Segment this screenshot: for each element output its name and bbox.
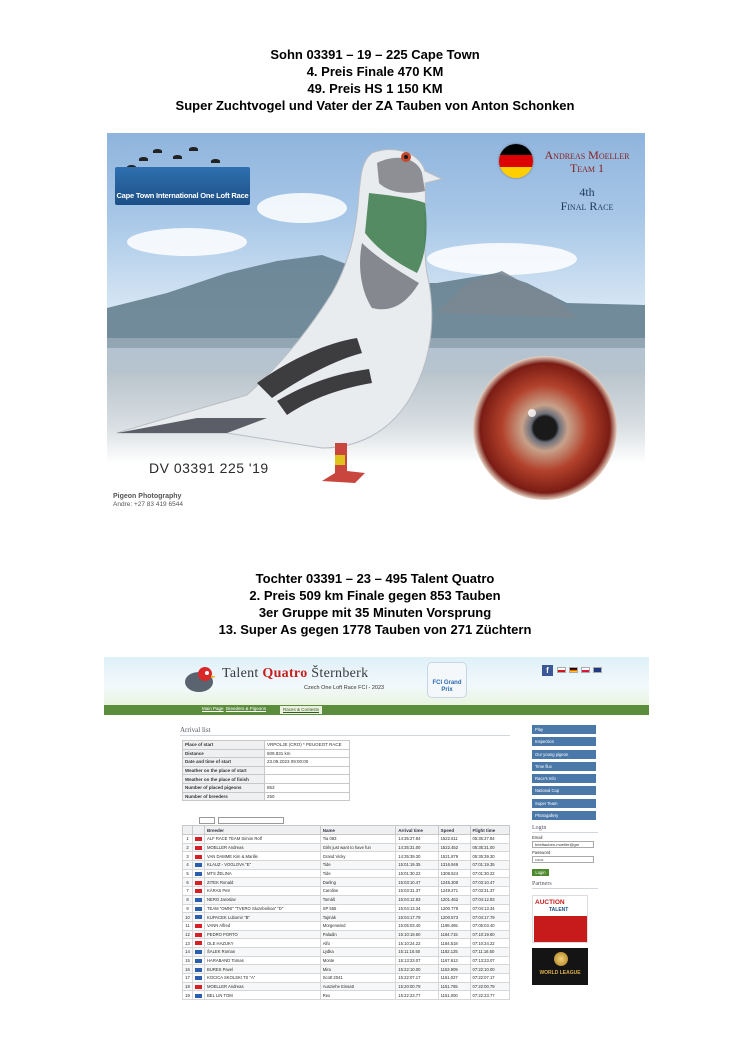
cell-arrival: 15:03:10.47 [396,878,438,887]
daughter-title: Tochter 03391 – 23 – 495 Talent Quatro [255,571,495,586]
cell-breeder[interactable]: HARABAND Tomas [205,956,321,965]
cell-name[interactable]: Girls just want to have fun [320,843,396,852]
daughter-super-ace: 13. Super As gegen 1778 Tauben von 271 Züchtern [218,622,532,637]
cell-flight: 07:03:31.37 [470,887,509,896]
country-flag-icon [195,933,202,937]
daughter-heading [0,570,750,638]
cell-arrival: 15:11:16.50 [396,947,438,956]
cell-speed: 1167.613 [438,956,470,965]
country-flag-icon [195,837,202,841]
nav-races-contests[interactable]: Races & Contests [280,706,322,714]
table-row [183,904,510,913]
cell-rank: 12 [183,930,193,939]
cell-speed: 1153.909 [438,965,470,974]
cell-rank: 11 [183,921,193,930]
partner-auction-talent[interactable] [532,895,588,943]
divider [180,735,510,736]
race-info-value [265,775,350,784]
cell-breeder[interactable]: NERO Jaroslav [205,895,321,904]
cell-speed: 1182.125 [438,947,470,956]
cell-flight: 07:13:23.07 [470,956,509,965]
nav-breeders-pigeons[interactable]: Breeders & Pigeons [226,706,267,711]
cell-rank: 13 [183,939,193,948]
race-info-row [183,758,350,767]
country-flag-icon [195,881,202,885]
cell-arrival: 15:01:19.35 [396,861,438,870]
country-flag-icon [195,968,202,972]
filter-input[interactable] [218,817,284,824]
column-header [183,826,193,835]
cell-breeder[interactable]: ZITEK Ronald [205,878,321,887]
cell-breeder[interactable]: ŠALEK Roman [205,947,321,956]
cell-name[interactable]: Mira [320,965,396,974]
cell-breeder[interactable]: VANN Alfred [205,921,321,930]
race-info-row [183,792,350,801]
cell-speed: 1308.524 [438,869,470,878]
cell-name[interactable]: Darling [320,878,396,887]
race-info-value: 853 [265,783,350,792]
country-flag-icon [195,889,202,893]
sidebar-button[interactable]: National Cup [532,786,596,795]
site-title-left: Talent [222,666,263,681]
country-flag-cell [193,835,205,844]
german-flag-icon[interactable] [569,667,578,673]
cell-rank: 8 [183,895,193,904]
race-logo-text: Cape Town International One Loft Race [116,191,249,200]
photo-credit-phone: Andre: +27 83 419 6544 [113,501,183,508]
race-info-key: Weather on the place of finish [183,775,265,784]
country-flag-icon [195,872,202,876]
password-label: Password [532,850,551,856]
cell-arrival: 15:22:23.77 [396,991,438,1000]
cell-speed: 1249.271 [438,887,470,896]
cell-speed: 1200.778 [438,904,470,913]
cell-breeder[interactable]: KUPACEK Lubomir "B" [205,913,321,922]
country-flag-cell [193,895,205,904]
country-flag-cell [193,956,205,965]
cell-flight: 07:11:16.50 [470,947,509,956]
filter-select[interactable] [199,817,215,824]
table-row [183,939,510,948]
daughter-group: 3er Gruppe mit 35 Minuten Vorsprung [258,605,492,620]
cell-arrival: 15:04:12.83 [396,895,438,904]
cell-flight: 07:22:00.79 [470,982,509,991]
table-row [183,887,510,896]
partner-auction-sub: TALENT [549,907,569,914]
son-hs-prize: 49. Preis HS 1 150 KM [307,81,443,96]
race-info-row [183,741,350,750]
race-info-row [183,783,350,792]
country-flag-icon [195,898,202,902]
sidebar-menu [532,725,598,820]
cell-name[interactable]: Ausziehe Einsatt [320,982,396,991]
daughter-final-prize: 2. Preis 509 km Finale gegen 853 Tauben [249,588,501,603]
race-info-row [183,775,350,784]
polish-flag-icon[interactable] [581,667,590,673]
sidebar-button[interactable]: Our young pigeon [532,750,596,759]
site-subtitle: Czech One Loft Race FCI - 2023 [304,685,385,691]
fci-badge [427,662,467,698]
social-links [542,665,612,677]
site-title [222,666,368,682]
cell-name[interactable]: Tomáš [320,895,396,904]
cell-rank: 16 [183,965,193,974]
cell-breeder[interactable]: OLE HAZUKY [205,939,321,948]
country-flag-icon [195,950,202,954]
cell-rank: 7 [183,887,193,896]
cell-arrival: 15:05:03.40 [396,921,438,930]
cell-arrival: 14:35:39.30 [396,852,438,861]
cell-arrival: 15:03:31.37 [396,887,438,896]
country-flag-cell [193,991,205,1000]
race-info-table [182,740,350,801]
cell-breeder[interactable]: KÁRAS Petr [205,887,321,896]
cell-breeder[interactable]: MOELLER Andreas [205,982,321,991]
country-flag-cell [193,887,205,896]
cell-name[interactable]: Tia 083 [320,835,396,844]
password-field[interactable]: •••••• [532,856,594,863]
country-flag-cell [193,843,205,852]
cell-rank: 9 [183,904,193,913]
table-row [183,974,510,983]
cell-speed: 1151.027 [438,974,470,983]
country-flag-icon [195,924,202,928]
cell-speed: 1522.611 [438,835,470,844]
sidebar-button[interactable]: Super Team [532,799,596,808]
cell-rank: 3 [183,852,193,861]
cell-speed: 1201.462 [438,895,470,904]
login-button[interactable]: Login [532,869,549,876]
cell-name[interactable]: Tide [320,869,396,878]
sidebar-button[interactable]: Photogallery [532,811,596,820]
cell-rank: 18 [183,982,193,991]
cell-speed: 1184.715 [438,930,470,939]
sidebar-button[interactable]: Race's Info [532,774,596,783]
cell-breeder[interactable]: MTS ŽELINA [205,869,321,878]
race-rank-label: Final Race [560,199,614,213]
cell-arrival: 15:10:24.22 [396,939,438,948]
country-flag-icon [195,863,202,867]
cell-breeder[interactable]: BEL LIN TOM [205,991,321,1000]
site-sidebar [532,725,598,985]
pigeon-logo-icon [182,662,216,696]
race-info-value: 23.09.2023 09:00:00 [265,758,350,767]
country-flag-cell [193,869,205,878]
cell-name[interactable]: Grand Vicky [320,852,396,861]
cell-flight: 07:10:19.60 [470,930,509,939]
country-flag-cell [193,982,205,991]
race-info-value: VRPOLJE (CRO) * PEUGEOT RACE [265,741,350,750]
cell-arrival: 15:04:13.34 [396,904,438,913]
country-flag-cell [193,965,205,974]
country-flag-icon [195,976,202,980]
table-row [183,895,510,904]
cell-arrival: 15:01:30.22 [396,869,438,878]
site-banner [104,657,649,705]
site-title-red: Quatro [262,666,308,681]
country-flag-icon [195,846,202,850]
cell-flight: 07:01:30.22 [470,869,509,878]
cell-name[interactable]: Monte [320,956,396,965]
race-info-row [183,766,350,775]
country-flag-cell [193,930,205,939]
cell-arrival: 15:20:00.79 [396,982,438,991]
results-table [182,825,510,1000]
sidebar-button[interactable]: Time flux [532,762,596,771]
team-name-line1: Andreas Moeller [544,148,630,162]
ring-code: DV 03391 225 '19 [149,460,269,476]
fci-label: FCI Grand Prix [432,680,462,693]
race-info-key: Weather on the place of start [183,766,265,775]
cell-rank: 1 [183,835,193,844]
cell-flight: 07:22:10.00 [470,965,509,974]
results-site-screenshot [104,657,649,1013]
cell-arrival: 14:35:31.00 [396,843,438,852]
country-flag-cell [193,852,205,861]
table-row [183,913,510,922]
english-flag-icon[interactable] [593,667,602,673]
cell-rank: 6 [183,878,193,887]
cell-breeder[interactable]: KLAUZ - VOGLOVA "E" [205,861,321,870]
cell-rank: 17 [183,974,193,983]
cell-speed: 1184.518 [438,939,470,948]
table-row [183,861,510,870]
country-flag-cell [193,947,205,956]
race-info-value: 509.831 km [265,749,350,758]
column-header [193,826,205,835]
race-info-row [183,749,350,758]
cell-breeder[interactable]: ALF RACE TEAM Simon Rolf [205,835,321,844]
race-info-key: Distance [183,749,265,758]
cell-speed: 1316.949 [438,861,470,870]
cell-flight: 05:35:31.00 [470,843,509,852]
cell-arrival: 15:22:10.00 [396,965,438,974]
table-row [183,852,510,861]
login-heading: Login [532,825,598,833]
table-row [183,835,510,844]
cell-flight: 07:22:23.77 [470,991,509,1000]
cell-speed: 1521.879 [438,852,470,861]
cell-name[interactable]: Rex [320,991,396,1000]
sidebar-button[interactable]: Inspection [532,737,596,746]
cell-speed: 1200.573 [438,913,470,922]
country-flag-icon [195,941,202,945]
results-header-row [183,826,510,835]
cell-arrival: 14:35:27.84 [396,835,438,844]
son-final-prize: 4. Preis Finale 470 KM [306,64,444,79]
country-flag-cell [193,974,205,983]
table-row [183,869,510,878]
column-header[interactable]: Arrival time [396,826,438,835]
partners-heading: Partners [532,881,598,889]
nav-main-page[interactable]: Main Page [202,706,224,711]
country-flag-cell [193,913,205,922]
cell-rank: 15 [183,956,193,965]
cell-breeder[interactable]: KOCICA SKOLSKI TS "A" [205,974,321,983]
cell-flight: 07:04:13.34 [470,904,509,913]
email-field[interactable]: brieftauben-moeller@gm [532,841,594,848]
race-info-value: 250 [265,792,350,801]
cell-flight: 07:04:17.79 [470,913,509,922]
medal-icon [554,952,568,966]
cell-arrival: 15:13:23.07 [396,956,438,965]
country-flag-cell [193,861,205,870]
cell-rank: 19 [183,991,193,1000]
cell-arrival: 15:10:19.60 [396,930,438,939]
table-row [183,991,510,1000]
cell-flight: 07:22:07.17 [470,974,509,983]
cell-flight: 05:35:27.84 [470,835,509,844]
race-info-key: Number of placed pigeons [183,783,265,792]
son-description: Super Zuchtvogel und Vater der ZA Tauben von Anton Schonken [175,98,575,113]
cell-name[interactable]: Morgenwind [320,921,396,930]
partner-world-league[interactable] [532,948,588,985]
table-row [183,965,510,974]
cell-breeder[interactable]: BURES Pavel [205,965,321,974]
table-row [183,956,510,965]
table-row [183,947,510,956]
cell-flight: 05:35:39.30 [470,852,509,861]
cell-name[interactable]: SP 555 [320,904,396,913]
table-row [183,930,510,939]
cell-breeder[interactable]: PEDRO PORTO [205,930,321,939]
site-navbar [104,705,649,715]
country-flag-icon [195,994,202,998]
race-info-key: Place of start [183,741,265,750]
column-header[interactable]: Speed [438,826,470,835]
country-flag-icon [195,855,202,859]
cell-speed: 1522.452 [438,843,470,852]
cell-speed: 1151.000 [438,991,470,1000]
column-header[interactable]: Name [320,826,396,835]
arrival-list-title: Arrival list [180,726,211,734]
team-name-line2: Team 1 [569,161,605,175]
cell-rank: 4 [183,861,193,870]
cell-name[interactable]: Tide [320,861,396,870]
eye-closeup [107,133,645,515]
cell-speed: 1151.765 [438,982,470,991]
column-header[interactable]: Flight time [470,826,509,835]
pigeon-photo [107,133,645,515]
site-title-right: Šternberk [307,666,369,681]
country-flag-cell [193,878,205,887]
cell-name[interactable]: Paladin [320,930,396,939]
cell-arrival: 15:22:07.17 [396,974,438,983]
country-flag-icon [195,985,202,989]
table-row [183,921,510,930]
facebook-icon[interactable]: f [542,665,553,676]
cell-rank: 2 [183,843,193,852]
czech-flag-icon[interactable] [557,667,566,673]
partner-auction-banner [534,916,587,942]
partner-auction-title: AUCTION [535,899,565,907]
cell-flight: 07:10:24.22 [470,939,509,948]
photo-credit-title: Pigeon Photography [113,493,182,500]
cell-rank: 14 [183,947,193,956]
son-heading [0,46,750,114]
cell-flight: 07:01:19.35 [470,861,509,870]
cell-name[interactable]: Tajmák [320,913,396,922]
table-row [183,878,510,887]
column-header[interactable]: Breeder [205,826,321,835]
cell-name[interactable]: Lydka [320,947,396,956]
cell-rank: 10 [183,913,193,922]
partner-world-league-text: WORLD LEAGUE [539,970,581,977]
cell-rank: 5 [183,869,193,878]
email-label: Email [532,835,543,841]
country-flag-icon [195,907,202,911]
race-info-value [265,766,350,775]
country-flag-cell [193,921,205,930]
race-info-key: Date and time of start [183,758,265,767]
cell-arrival: 15:04:17.79 [396,913,438,922]
cell-name[interactable]: Alfo [320,939,396,948]
country-flag-cell [193,904,205,913]
cell-speed: 1245.308 [438,878,470,887]
race-rank-value: 4th [579,185,595,199]
cell-flight: 07:03:10.47 [470,878,509,887]
country-flag-icon [195,959,202,963]
cell-breeder[interactable]: VAN DAMME Kim & Marille [205,852,321,861]
sidebar-button[interactable]: Play [532,725,596,734]
cell-name[interactable]: Caroline [320,887,396,896]
cell-breeder[interactable]: TEAM "OMNI" "TVERO Sluzebnikoa" "D" [205,904,321,913]
country-flag-icon [195,915,202,919]
cell-flight: 07:04:12.83 [470,895,509,904]
cell-breeder[interactable]: MOELLER Andreas [205,843,321,852]
son-title: Sohn 03391 – 19 – 225 Cape Town [270,47,480,62]
table-row [183,982,510,991]
cell-name[interactable]: Scott 2041 [320,974,396,983]
photo-credit [113,493,183,509]
race-info-key: Number of breeders [183,792,265,801]
table-row [183,843,510,852]
cell-flight: 07:05:03.40 [470,921,509,930]
cell-speed: 1198.465 [438,921,470,930]
country-flag-cell [193,939,205,948]
